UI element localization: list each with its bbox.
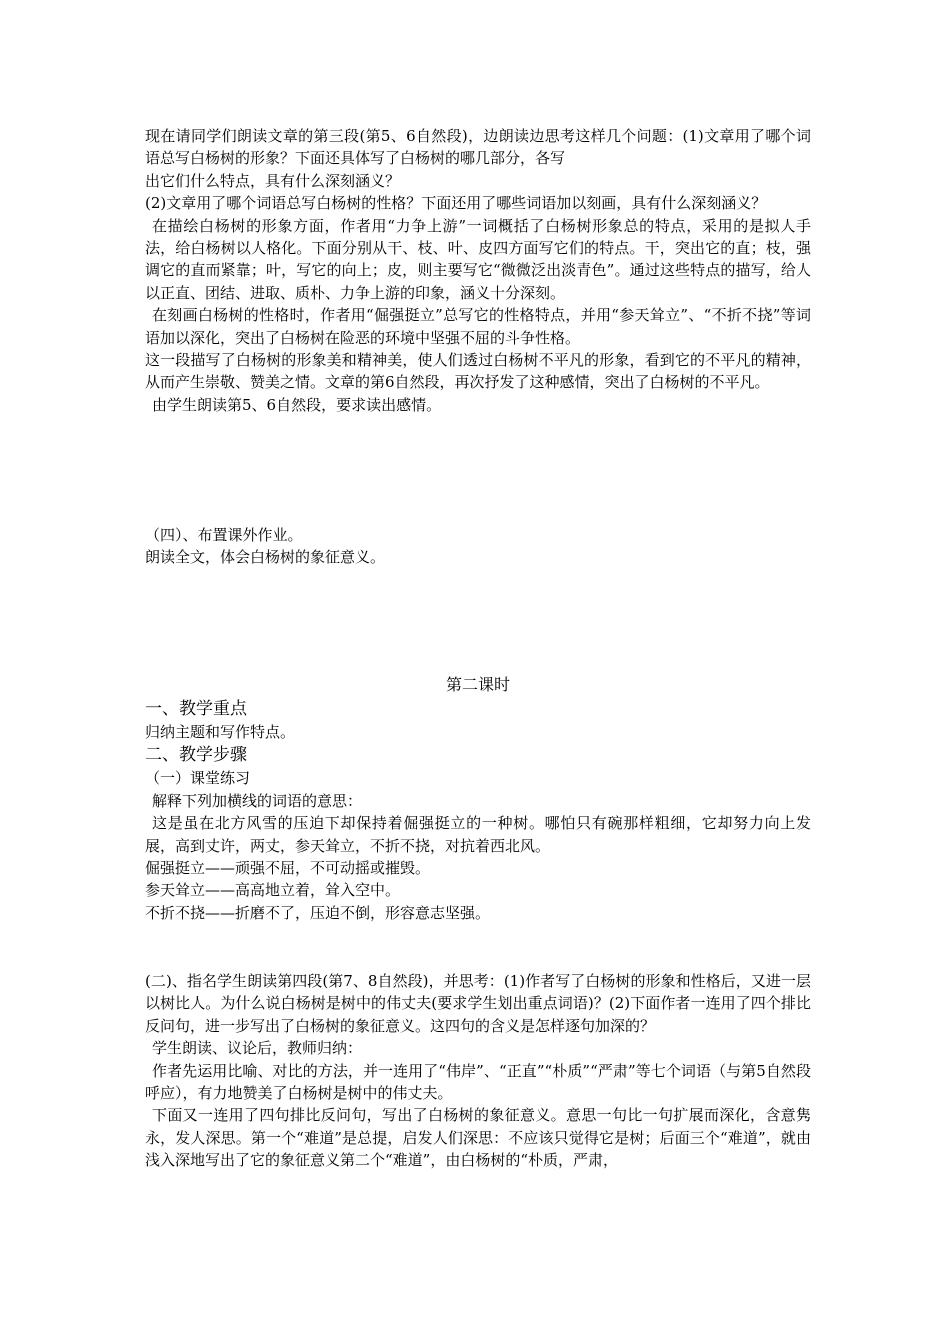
focus-heading: 一、教学重点 [145,699,247,719]
focus-text: 归纳主题和写作特点。 [145,723,296,741]
definition-3: 不折不挠——折磨不了，压迫不倒，形容意志坚强。 [145,903,491,922]
section-lesson-two [145,673,811,924]
paragraph-image-analysis: 在描绘白杨树的形象方面，作者用“力争上游”一词概括了白杨树形象总的特点，采用的是拟人手法，给白杨树以人格化。下面分别从干、枝、叶、皮四方面写它们的特点。干，突出它的直；枝，强调它的直而紧靠；叶，写它的向上；皮，则主要写它“微微泛出淡青色”。通过这些特点的描写，给人以正直、团结、进取、质朴、力争上游的印象，涵义十分深刻。 [145,216,811,302]
lesson-title: 第二课时 [445,675,510,694]
homework-heading: （四）、布置课外作业。 [145,526,303,544]
definition-1: 倔强挺立——顽强不屈，不可动摇或摧毁。 [145,859,431,878]
paragraph-question-1-cont: 出它们什么特点，具有什么深刻涵义？ [145,171,401,190]
section-homework [145,524,811,569]
homework-text: 朗读全文，体会白杨树的象征意义。 [145,548,386,567]
paragraph-summary: 这一段描写了白杨树的形象美和精神美，使人们透过白杨树不平凡的形象，看到它的不平凡的精神，从而产生崇敬、赞美之情。文章的第6自然段，再次抒发了这种感情，突出了白杨树的不平凡。 [145,351,811,392]
exercise-passage: 这是虽在北方风雪的压迫下却保持着倔强挺立的一种树。哪怕只有碗那样粗细，它却努力向上发展，高到丈许，两丈，参天耸立，不折不挠，对抗着西北风。 [145,814,811,855]
definition-2: 参天耸立——高高地立着，耸入空中。 [145,881,401,900]
step1-heading: （一）课堂练习 [145,769,251,788]
step2-analysis-2: 下面又一连用了四句排比反问句，写出了白杨树的象征意义。意思一句比一句扩展而深化，含意隽永，发人深思。第一个“难道”是总提，启发人们深思：不应该只觉得它是树；后面三个“难道”，就由浅入深地写出了它的象征意义第二个“难道”，由白杨树的“朴质，严肃， [145,1106,811,1170]
step2-teacher-summary: 学生朗读、议论后，教师归纳： [152,1039,363,1058]
paragraph-character-analysis: 在刻画白杨树的性格时，作者用“倔强挺立”总写它的性格特点，并用“参天耸立”、“不折不挠”等词语加以深化，突出了白杨树在险恶的环境中坚强不屈的斗争性格。 [145,306,811,347]
paragraph-question-1: 现在请同学们朗读文章的第三段(第5、6自然段)，边朗读边思考这样几个问题：(1)文章用了哪个词语总写白杨树的形象？下面还具体写了白杨树的哪几部分，各写 [145,127,811,168]
step2-analysis-1: 作者先运用比喻、对比的方法，并一连用了“伟岸”、“正直”“朴质”“严肃”等七个词语（与第5自然段呼应），有力地赞美了白杨树是树中的伟丈夫。 [145,1061,811,1103]
section-step-two [145,970,811,1172]
steps-heading: 二、教学步骤 [145,745,247,766]
paragraph-question-2: (2)文章用了哪个词语总写白杨树的性格？下面还用了哪些词语加以刻画，具有什么深刻涵义？ [145,194,767,213]
paragraph-reading-task: 由学生朗读第5、6自然段，要求读出感情。 [152,395,442,414]
section-reading-questions [145,125,811,416]
exercise-instruction: 解释下列加横线的词语的意思： [152,791,363,810]
step2-question: (二)、指名学生朗读第四段(第7、8自然段)，并思考：(1)作者写了白杨树的形象和性格后，又进一层以树比人。为什么说白杨树是树中的伟丈夫(要求学生划出重点词语)？(2)下面作者一连用了四个排比反问句，进一步写出了白杨树的象征意义。这四句的含义是怎样逐句加深的？ [145,972,811,1035]
